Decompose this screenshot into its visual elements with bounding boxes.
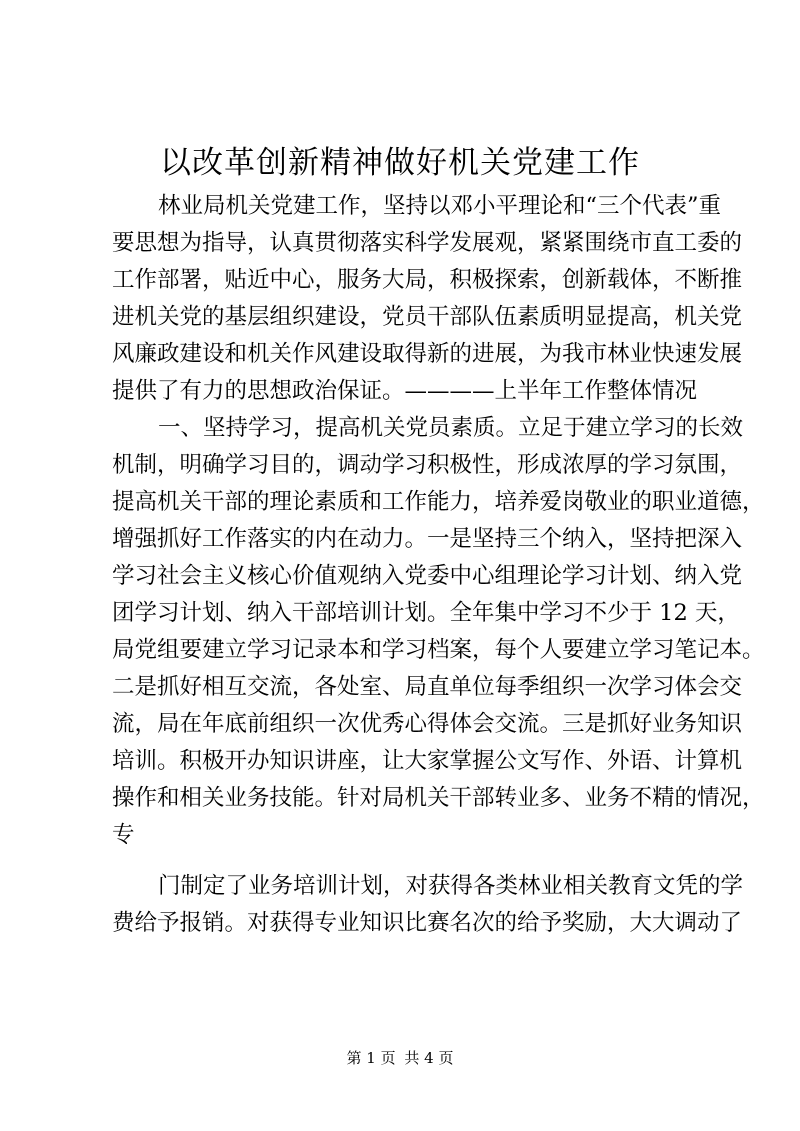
paragraph-line: 风廉政建设和机关作风建设取得新的进展，为我市林业快速发展: [112, 341, 743, 367]
paragraph-line: 工作部署，贴近中心，服务大局，积极探索，创新载体，不断推: [112, 267, 743, 293]
paragraph-line: 团学习计划、纳入干部培训计划。全年集中学习不少于 12 天，: [112, 600, 740, 626]
paragraph-line: 专: [112, 822, 135, 848]
paragraph-line: 门制定了业务培训计划，对获得各类林业相关教育文凭的学: [158, 873, 744, 899]
paragraph-line: 操作和相关业务技能。针对局机关干部转业多、业务不精的情况，: [112, 785, 765, 811]
paragraph-line: 机制，明确学习目的，调动学习积极性，形成浓厚的学习氛围，: [112, 452, 743, 478]
paragraph-line: 流，局在年底前组织一次优秀心得体会交流。三是抓好业务知识: [112, 711, 743, 737]
paragraph-line: 学习社会主义核心价值观纳入党委中心组理论学习计划、纳入党: [112, 563, 743, 589]
paragraph-line: 培训。积极开办知识讲座，让大家掌握公文写作、外语、计算机: [112, 748, 743, 774]
page-number: 第 1 页: [346, 1049, 396, 1067]
page-footer: [0, 1048, 800, 1068]
paragraph-line: 二是抓好相互交流，各处室、局直单位每季组织一次学习体会交: [112, 674, 743, 700]
paragraph-line: 要思想为指导，认真贯彻落实科学发展观，紧紧围绕市直工委的: [112, 230, 743, 256]
paragraph-line: 增强抓好工作落实的内在动力。一是坚持三个纳入，坚持把深入: [112, 526, 743, 552]
paragraph-line: 局党组要建立学习记录本和学习档案，每个人要建立学习笔记本。: [112, 637, 765, 663]
paragraph-line: 费给予报销。对获得专业知识比赛名次的给予奖励，大大调动了: [112, 910, 743, 936]
page-total: 共 4 页: [404, 1049, 454, 1067]
document-title: 以改革创新精神做好机关党建工作: [160, 145, 640, 181]
paragraph-line: 提供了有力的思想政治保证。————上半年工作整体情况: [112, 378, 698, 404]
paragraph-line: 一、坚持学习，提高机关党员素质。立足于建立学习的长效: [158, 415, 744, 441]
paragraph-line: 进机关党的基层组织建设，党员干部队伍素质明显提高，机关党: [112, 304, 743, 330]
paragraph-line: 林业局机关党建工作，坚持以邓小平理论和“三个代表”重: [158, 193, 722, 219]
paragraph-line: 提高机关干部的理论素质和工作能力，培养爱岗敬业的职业道德，: [112, 489, 765, 515]
